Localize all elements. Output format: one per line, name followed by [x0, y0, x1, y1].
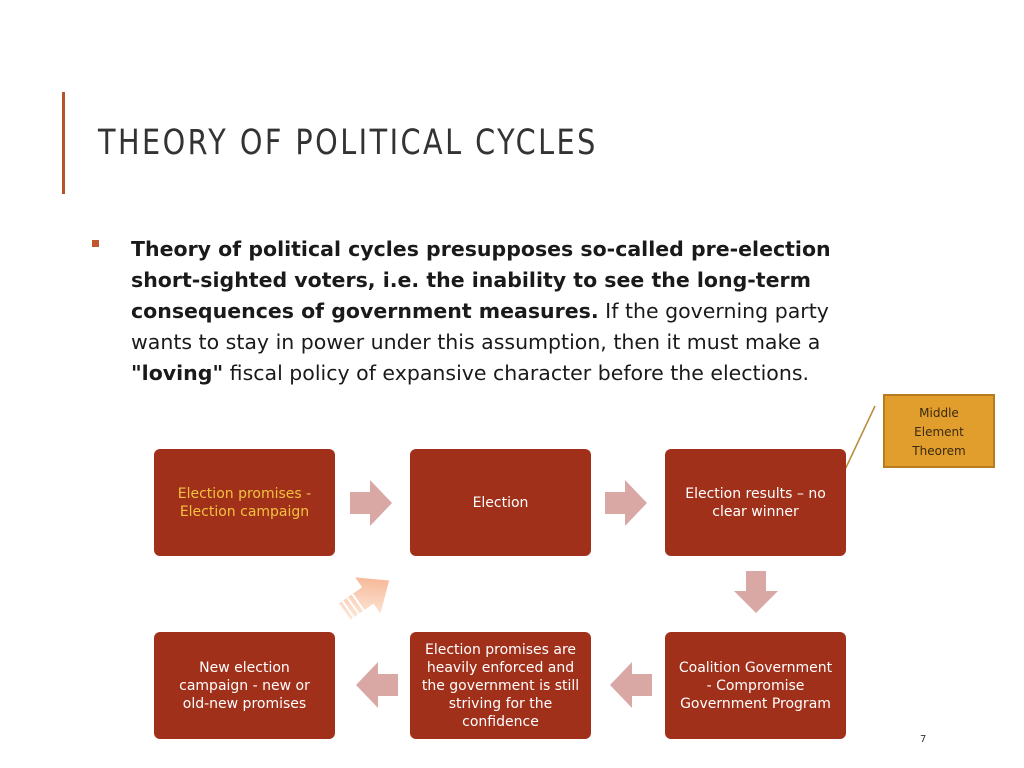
bullet-normal-4: wants to stay in power under this assumption, then it must make a	[131, 330, 821, 354]
arrow-right-2-icon	[605, 480, 647, 526]
bullet-normal-3: If the governing party	[598, 299, 829, 323]
box-election-promises	[154, 449, 335, 556]
box-new-election-campaign-label: New election campaign - new or old-new promises	[179, 659, 310, 712]
bullet-bold-3: consequences of government measures.	[131, 299, 599, 323]
callout-line-2: Element	[914, 425, 964, 439]
box-new-election-campaign	[154, 632, 335, 739]
box-election-results-label: Election results – no clear winner	[685, 485, 826, 520]
arrow-left-2-icon	[356, 662, 398, 708]
arrow-left-1-icon	[610, 662, 652, 708]
box-election	[410, 449, 591, 556]
bullet-normal-5: fiscal policy of expansive character before the elections.	[223, 361, 810, 385]
box-promises-enforced	[410, 632, 591, 739]
middle-element-theorem-callout	[883, 394, 995, 468]
box-election-label: Election	[472, 494, 529, 511]
callout-line-1: Middle	[919, 406, 959, 420]
box-election-results	[665, 449, 846, 556]
box-promises-enforced-label: Election promises are heavily enforced and the government is still striving for the confidence	[421, 641, 580, 730]
callout-line-3: Theorem	[912, 444, 966, 458]
bullet-bold-5: "loving"	[131, 361, 224, 385]
box-coalition-government-label: Coalition Government - Compromise Government Program	[678, 659, 833, 712]
page-number: 7	[920, 734, 927, 745]
slide-title: THEORY OF POLITICAL CYCLES	[98, 123, 598, 163]
box-coalition-government	[665, 632, 846, 739]
bullet-bold-1: Theory of political cycles presupposes so-called pre-election	[131, 237, 831, 261]
arrow-right-1-icon	[350, 480, 392, 526]
box-election-promises-label: Election promises - Election campaign	[177, 485, 312, 520]
arrow-diagonal-up-right-icon	[336, 568, 398, 624]
bullet-bold-2: short-sighted voters, i.e. the inability to see the long-term	[131, 268, 811, 292]
arrow-down-icon	[734, 571, 778, 613]
